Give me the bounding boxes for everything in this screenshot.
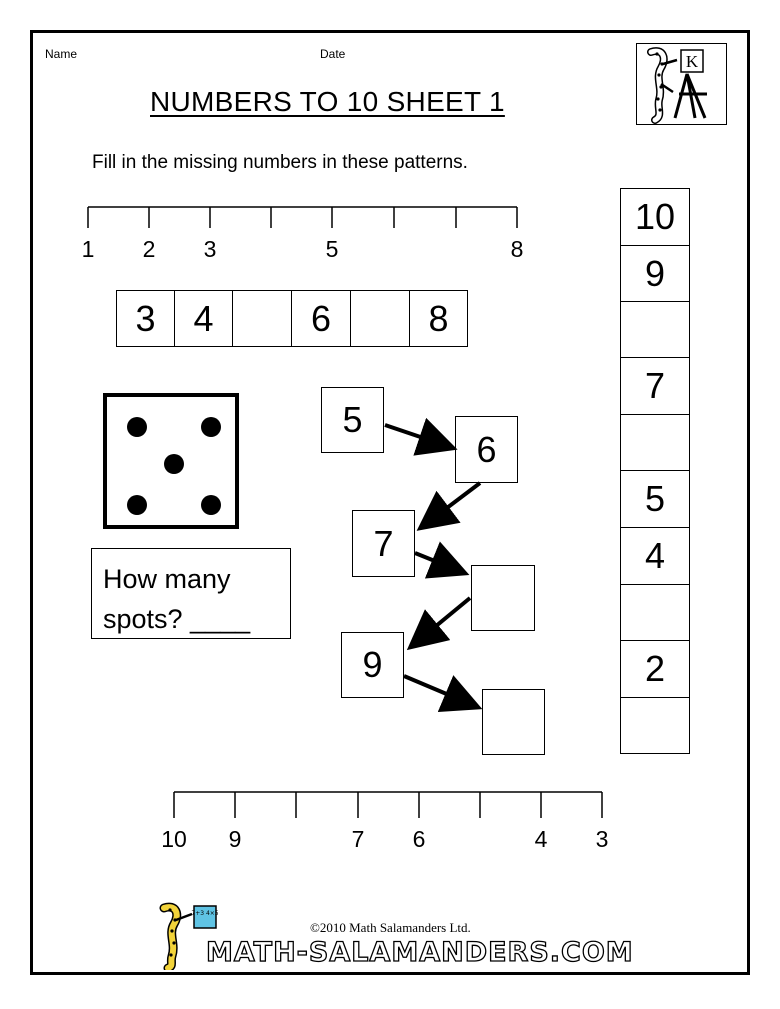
number-line-2: [174, 792, 602, 818]
name-label: Name: [45, 47, 78, 61]
chain-box: 5: [321, 387, 384, 453]
line1-label: 8: [510, 236, 524, 262]
line2-label: 9: [228, 826, 242, 852]
column-box: 5: [620, 470, 690, 528]
row-box: 8: [409, 290, 468, 347]
line2-label: 10: [161, 826, 187, 852]
question-line-2: spots? ____: [103, 604, 251, 634]
line1-label: 5: [325, 236, 339, 262]
line2-label: 7: [351, 826, 365, 852]
question-line-1: How many: [103, 564, 231, 594]
line2-label: 6: [412, 826, 426, 852]
column-box: 4: [620, 527, 690, 585]
column-box[interactable]: [620, 697, 690, 754]
line1-label: 2: [142, 236, 156, 262]
row-box[interactable]: [350, 290, 410, 347]
line2-label: 3: [595, 826, 609, 852]
column-box: 9: [620, 245, 690, 302]
line2-label: 4: [534, 826, 548, 852]
chain-box: 9: [341, 632, 404, 698]
row-box[interactable]: [232, 290, 292, 347]
die-spot: [201, 417, 221, 437]
column-box[interactable]: [620, 584, 690, 641]
column-box[interactable]: [620, 301, 690, 358]
line1-label: 1: [81, 236, 95, 262]
die-spot: [164, 454, 184, 474]
die-spot: [127, 495, 147, 515]
logo-letter: K: [685, 52, 699, 71]
column-box[interactable]: [620, 414, 690, 471]
chain-box: 7: [352, 510, 415, 577]
row-box: 4: [174, 290, 233, 347]
column-box: 2: [620, 640, 690, 698]
chain-box[interactable]: [482, 689, 545, 755]
logo-badge-text: 7+3 4×5: [191, 910, 219, 917]
column-box: 10: [620, 188, 690, 246]
brand-wordmark: MATH-SALAMANDERS.COM: [206, 937, 634, 968]
spots-question[interactable]: [91, 548, 291, 639]
die-spot: [127, 417, 147, 437]
column-box: 7: [620, 357, 690, 415]
row-box: 6: [291, 290, 351, 347]
copyright-notice: ©2010 Math Salamanders Ltd.: [310, 920, 471, 935]
page-title: NUMBERS TO 10 SHEET 1: [150, 86, 505, 117]
line1-label: 3: [203, 236, 217, 262]
instructions: Fill in the missing numbers in these patterns.: [92, 152, 468, 173]
number-line-1: [88, 207, 517, 228]
chain-box[interactable]: [471, 565, 535, 631]
row-box: 3: [116, 290, 175, 347]
date-label: Date: [320, 47, 346, 61]
die-five-spots: [103, 393, 239, 529]
die-spot: [201, 495, 221, 515]
chain-box: 6: [455, 416, 518, 483]
